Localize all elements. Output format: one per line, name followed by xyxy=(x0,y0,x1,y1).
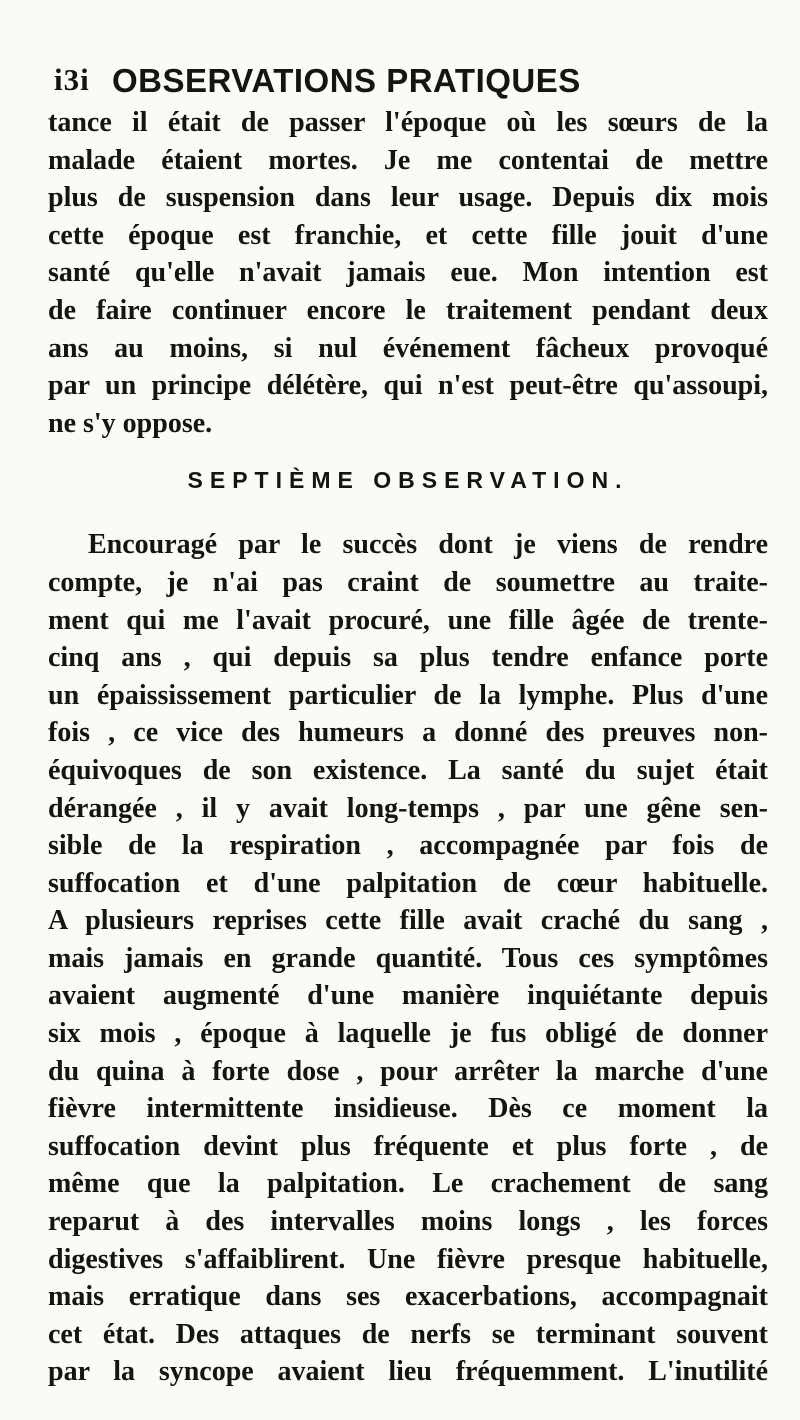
text-line: dérangée , il y avait long-temps , par une gêne sen- xyxy=(48,792,768,824)
text-line: digestives s'affaiblirent. Une fièvre presque habituelle, xyxy=(48,1243,768,1275)
text-line: un épaississement particulier de la lymphe. Plus d'une xyxy=(48,679,768,711)
text-line: avaient augmenté d'une manière inquiétante depuis xyxy=(48,980,768,1012)
text-line: Encouragé par le succès dont je viens de rendre xyxy=(88,529,768,561)
text-line: mais jamais en grande quantité. Tous ces symptômes xyxy=(48,942,768,974)
text-line: A plusieurs reprises cette fille avait craché du sang , xyxy=(48,905,768,937)
text-line: suffocation devint plus fréquente et plus forte , de xyxy=(48,1130,768,1162)
text-line: fièvre intermittente insidieuse. Dès ce moment la xyxy=(48,1093,768,1125)
text-line: cette époque est franchie, et cette fille jouit d'une xyxy=(48,219,768,251)
text-line: tance il était de passer l'époque où les sœurs de la xyxy=(48,107,768,138)
text-line: reparut à des intervalles moins longs , les forces xyxy=(48,1206,768,1238)
page-number: i3i xyxy=(54,62,90,97)
text-line: du quina à forte dose , pour arrêter la marche d'une xyxy=(48,1055,768,1087)
paragraph-seventh-observation xyxy=(48,526,768,1391)
text-line: plus de suspension dans leur usage. Depuis dix mois xyxy=(48,182,768,214)
text-line: cet état. Des attaques de nerfs se terminant souvent xyxy=(48,1318,768,1350)
header-title: OBSERVATIONS PRATIQUES xyxy=(112,62,581,99)
text-line: ne s'y oppose. xyxy=(48,407,213,439)
book-page xyxy=(48,52,768,1391)
text-line: suffocation et d'une palpitation de cœur habituelle. xyxy=(48,867,768,899)
running-head xyxy=(48,52,768,99)
text-line: même que la palpitation. Le crachement de sang xyxy=(48,1168,768,1200)
text-line: mais erratique dans ses exacerbations, accompagnait xyxy=(48,1281,768,1313)
text-line: équivoques de son existence. La santé du sujet était xyxy=(48,754,768,786)
text-line: par la syncope avaient lieu fréquemment. L'inutilité xyxy=(48,1356,768,1388)
text-line: malade étaient mortes. Je me contentai de mettre xyxy=(48,144,768,176)
text-line: santé qu'elle n'avait jamais eue. Mon intention est xyxy=(48,257,768,289)
text-line: par un principe délétère, qui n'est peut-être qu'assoupi, xyxy=(48,370,768,402)
text-line: sible de la respiration , accompagnée par fois de xyxy=(48,830,768,862)
text-line: ans au moins, si nul événement fâcheux provoqué xyxy=(48,332,768,364)
text-line: cinq ans , qui depuis sa plus tendre enfance porte xyxy=(48,642,768,674)
paragraph-continuation xyxy=(48,104,768,442)
text-line: de faire continuer encore le traitement pendant deux xyxy=(48,294,768,326)
text-line: fois , ce vice des humeurs a donné des preuves non- xyxy=(48,717,768,749)
text-line: ment qui me l'avait procuré, une fille âgée de trente- xyxy=(48,604,768,636)
section-heading: SEPTIÈME OBSERVATION. xyxy=(187,467,629,494)
text-line: compte, je n'ai pas craint de soumettre au traite- xyxy=(48,566,768,598)
text-line: six mois , époque à laquelle je fus obligé de donner xyxy=(48,1018,768,1050)
